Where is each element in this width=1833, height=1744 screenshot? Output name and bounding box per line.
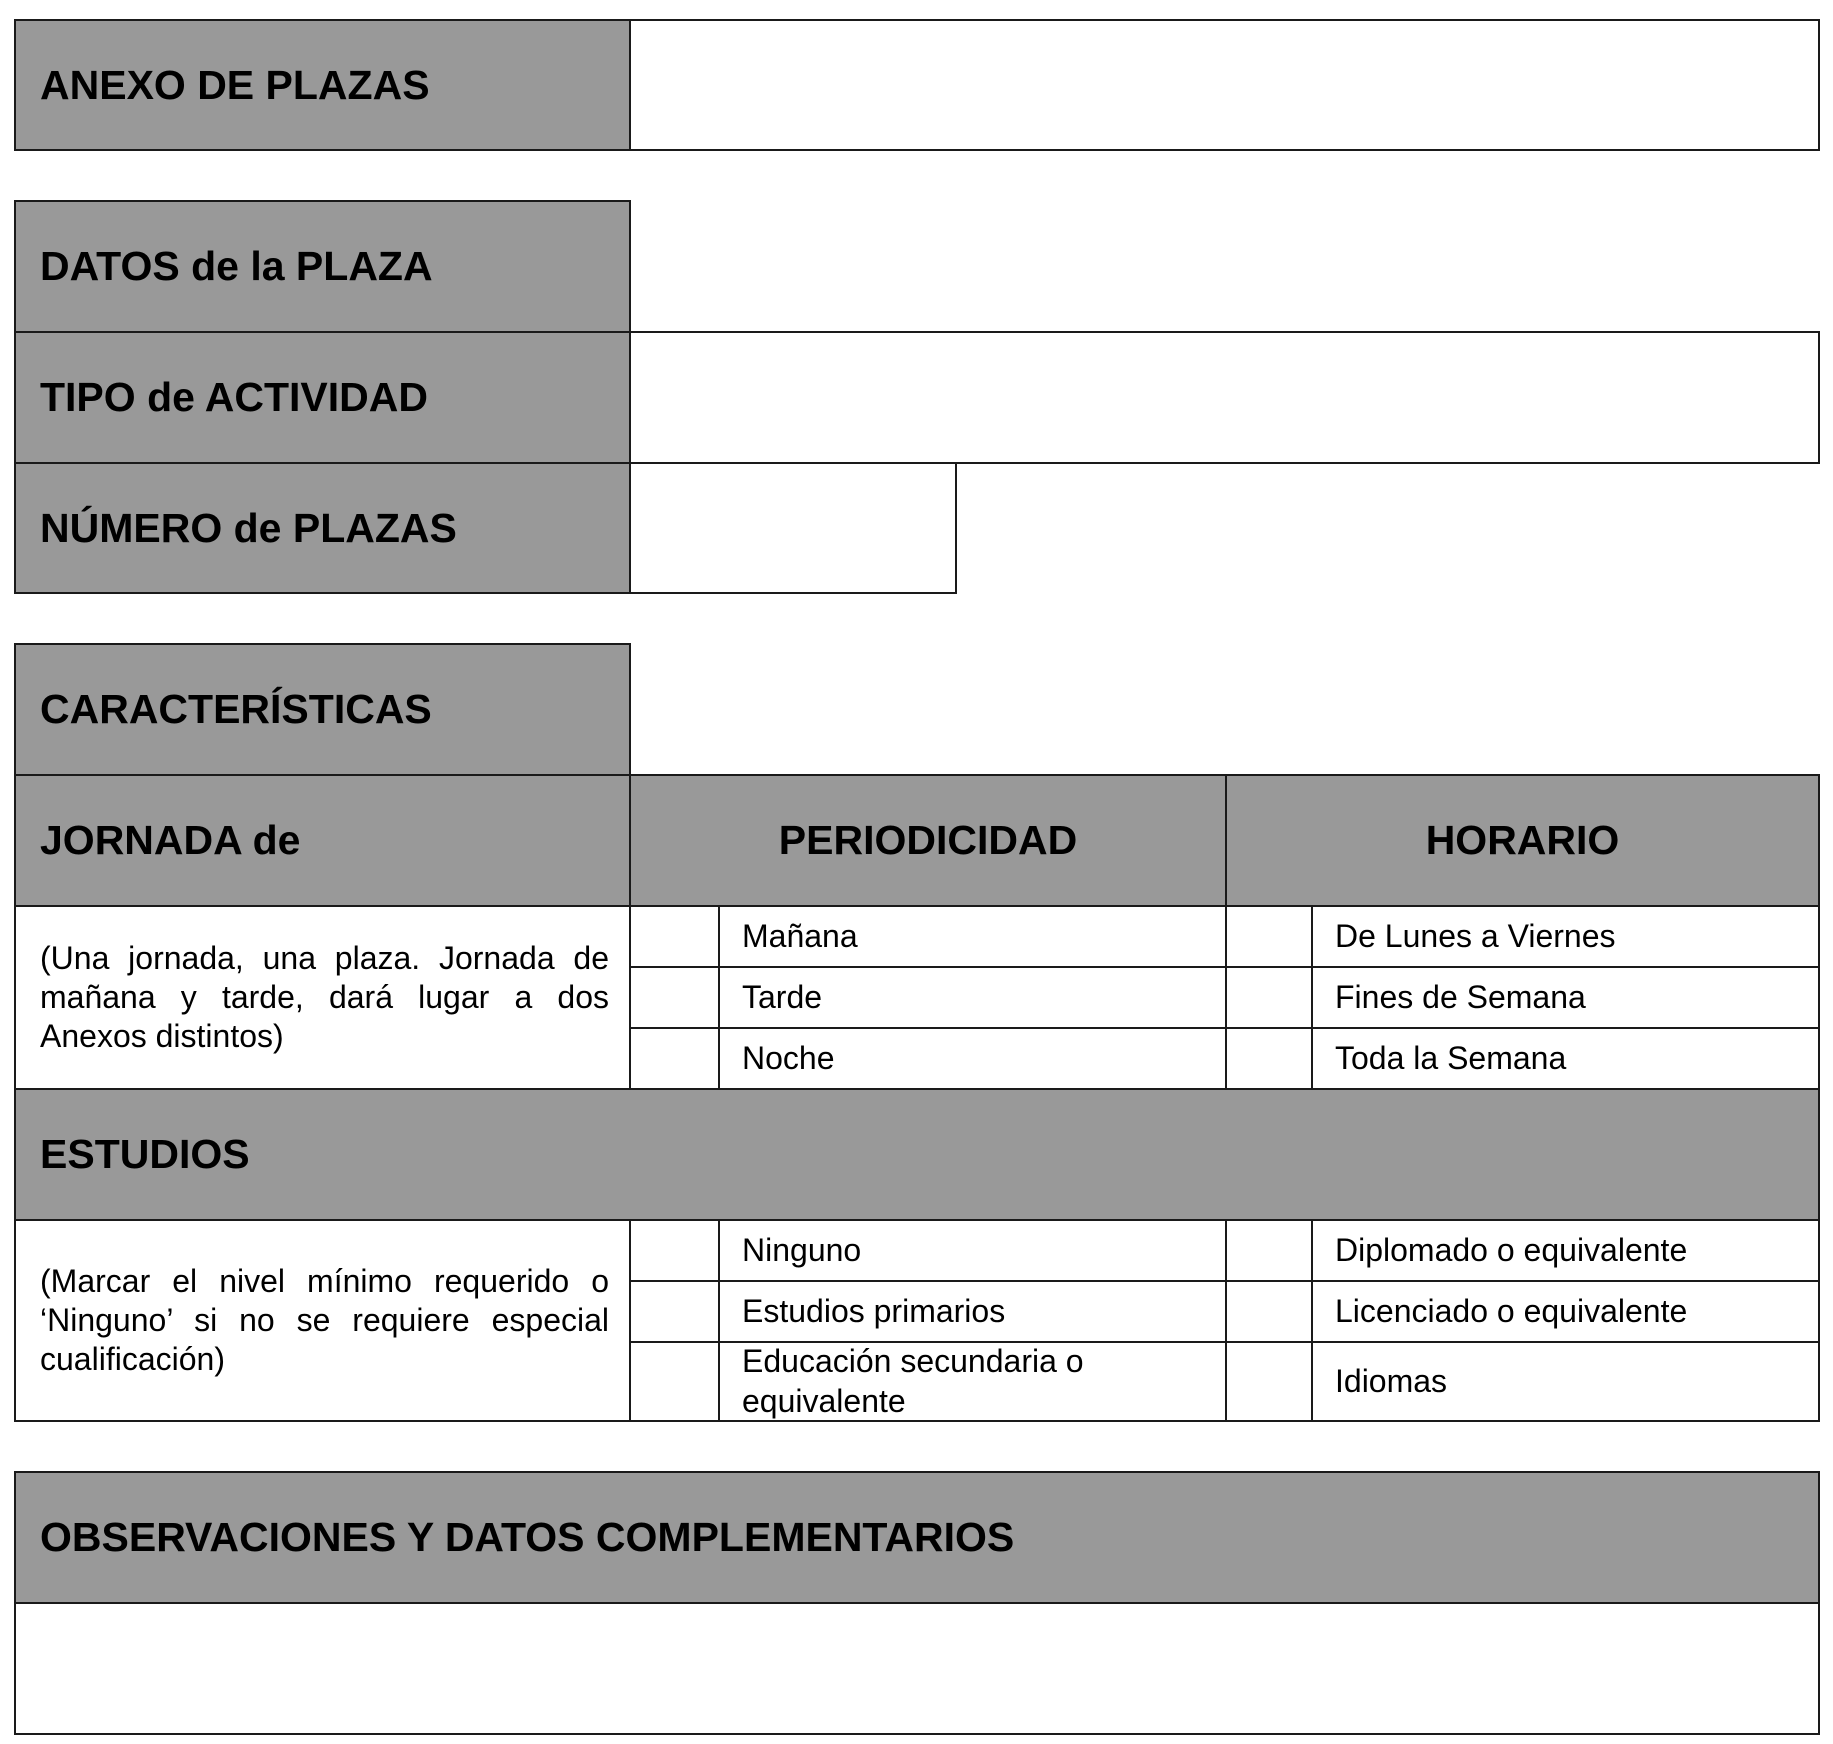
observaciones-heading: OBSERVACIONES Y DATOS COMPLEMENTARIOS (14, 1471, 1820, 1604)
estudios-option-licenciado: Licenciado o equivalente (1311, 1280, 1820, 1343)
datos-plaza-heading: DATOS de la PLAZA (14, 200, 631, 333)
tipo-actividad-label: TIPO de ACTIVIDAD (14, 331, 631, 464)
jornada-note-text: (Una jornada, una plaza. Jornada de mañana y tarde, dará lugar a dos Anexos distintos) (40, 939, 609, 1055)
horario-checkbox-fines-semana[interactable] (1225, 966, 1313, 1029)
caracteristicas-heading: CARACTERÍSTICAS (14, 643, 631, 776)
estudios-checkbox-ninguno[interactable] (629, 1219, 720, 1282)
estudios-option-primarios: Estudios primarios (718, 1280, 1227, 1343)
anexo-label: ANEXO DE PLAZAS (14, 19, 631, 151)
estudios-checkbox-idiomas[interactable] (1225, 1341, 1313, 1422)
periodicidad-header: PERIODICIDAD (629, 774, 1227, 907)
tipo-actividad-input[interactable] (629, 331, 1820, 464)
estudios-heading: ESTUDIOS (14, 1088, 1820, 1221)
horario-checkbox-lunes-viernes[interactable] (1225, 905, 1313, 968)
horario-option-toda-semana: Toda la Semana (1311, 1027, 1820, 1090)
numero-plazas-label: NÚMERO de PLAZAS (14, 462, 631, 594)
estudios-option-secundaria: Educación secundaria o equivalente (718, 1341, 1227, 1422)
numero-plazas-input[interactable] (629, 462, 957, 594)
horario-checkbox-toda-semana[interactable] (1225, 1027, 1313, 1090)
estudios-note (14, 1219, 631, 1422)
periodicidad-option-tarde: Tarde (718, 966, 1227, 1029)
estudios-note-text: (Marcar el nivel mínimo requerido o ‘Ninguno’ si no se requiere especial cualificación) (40, 1262, 609, 1378)
estudios-option-idiomas: Idiomas (1311, 1341, 1820, 1422)
estudios-option-ninguno: Ninguno (718, 1219, 1227, 1282)
horario-header: HORARIO (1225, 774, 1820, 907)
jornada-note (14, 905, 631, 1090)
estudios-checkbox-licenciado[interactable] (1225, 1280, 1313, 1343)
periodicidad-option-noche: Noche (718, 1027, 1227, 1090)
estudios-checkbox-primarios[interactable] (629, 1280, 720, 1343)
estudios-checkbox-secundaria[interactable] (629, 1341, 720, 1422)
horario-option-lunes-viernes: De Lunes a Viernes (1311, 905, 1820, 968)
periodicidad-checkbox-noche[interactable] (629, 1027, 720, 1090)
observaciones-input[interactable] (14, 1602, 1820, 1735)
horario-option-fines-semana: Fines de Semana (1311, 966, 1820, 1029)
periodicidad-checkbox-manana[interactable] (629, 905, 720, 968)
estudios-option-diplomado: Diplomado o equivalente (1311, 1219, 1820, 1282)
periodicidad-option-manana: Mañana (718, 905, 1227, 968)
periodicidad-checkbox-tarde[interactable] (629, 966, 720, 1029)
anexo-input[interactable] (629, 19, 1820, 151)
estudios-checkbox-diplomado[interactable] (1225, 1219, 1313, 1282)
jornada-label: JORNADA de (14, 774, 631, 907)
